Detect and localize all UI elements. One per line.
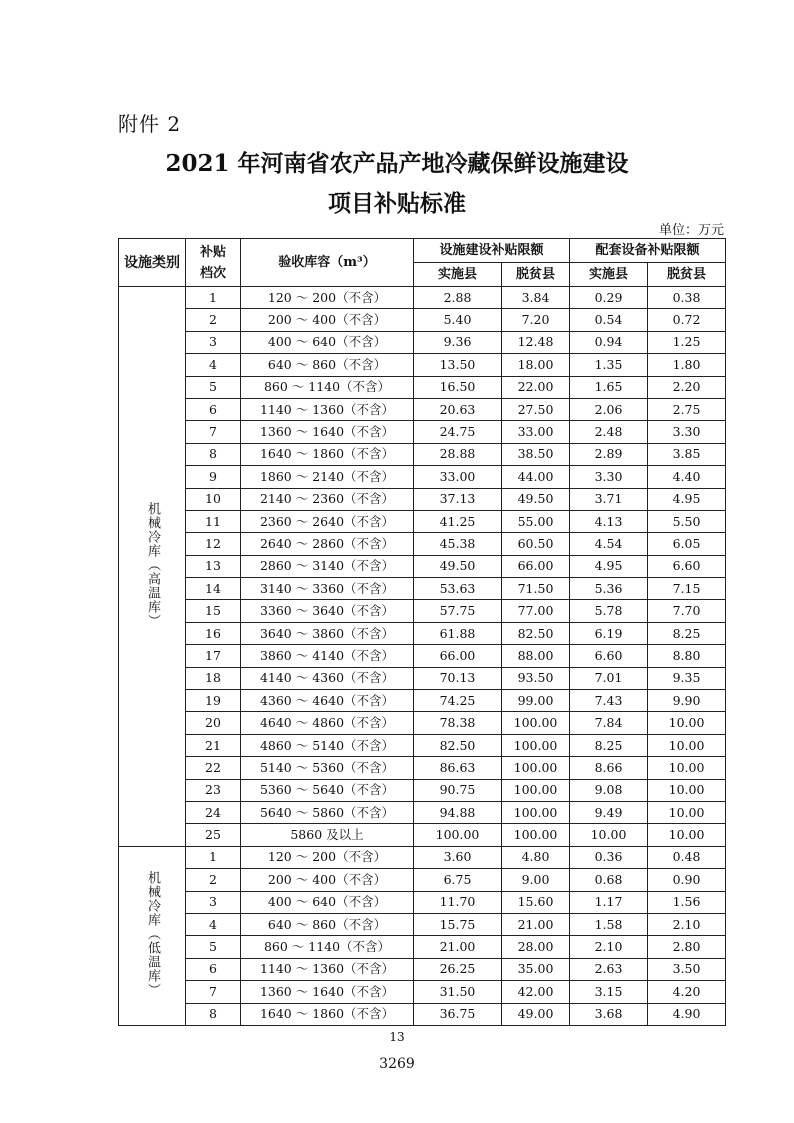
tier-cell: 5 [186, 376, 241, 398]
construction-implementing-cell: 13.50 [414, 354, 502, 376]
capacity-cell: 3640 ～ 3860（不含） [241, 622, 414, 644]
tier-cell: 1 [186, 287, 241, 309]
construction-poverty-cell: 9.00 [502, 869, 570, 891]
header-equipment-poverty-county: 脱贫县 [648, 263, 726, 287]
capacity-cell: 400 ～ 640（不含） [241, 331, 414, 353]
equipment-implementing-cell: 0.29 [570, 287, 648, 309]
tier-cell: 11 [186, 510, 241, 532]
construction-implementing-cell: 70.13 [414, 667, 502, 689]
tier-cell: 3 [186, 891, 241, 913]
table-row [119, 331, 726, 353]
equipment-implementing-cell: 6.60 [570, 645, 648, 667]
construction-poverty-cell: 12.48 [502, 331, 570, 353]
equipment-implementing-cell: 9.08 [570, 779, 648, 801]
construction-implementing-cell: 26.25 [414, 958, 502, 980]
tier-cell: 7 [186, 421, 241, 443]
construction-poverty-cell: 66.00 [502, 555, 570, 577]
page-number: 13 [389, 1030, 405, 1044]
construction-poverty-cell: 15.60 [502, 891, 570, 913]
construction-implementing-cell: 90.75 [414, 779, 502, 801]
equipment-implementing-cell: 5.78 [570, 600, 648, 622]
category-label: 机械冷库（低温库） [145, 871, 160, 998]
tier-cell: 7 [186, 981, 241, 1003]
equipment-poverty-cell: 3.85 [648, 443, 726, 465]
construction-poverty-cell: 77.00 [502, 600, 570, 622]
header-equipment-implementing-county: 实施县 [570, 263, 648, 287]
construction-implementing-cell: 6.75 [414, 869, 502, 891]
table-row [119, 846, 726, 868]
construction-implementing-cell: 36.75 [414, 1003, 502, 1025]
table-row [119, 398, 726, 420]
equipment-implementing-cell: 2.63 [570, 958, 648, 980]
table-row [119, 533, 726, 555]
tier-cell: 19 [186, 690, 241, 712]
tier-cell: 5 [186, 936, 241, 958]
construction-implementing-cell: 21.00 [414, 936, 502, 958]
tier-cell: 10 [186, 488, 241, 510]
construction-poverty-cell: 22.00 [502, 376, 570, 398]
equipment-poverty-cell: 10.00 [648, 734, 726, 756]
construction-implementing-cell: 100.00 [414, 824, 502, 846]
equipment-poverty-cell: 2.10 [648, 913, 726, 935]
table-row [119, 622, 726, 644]
construction-poverty-cell: 71.50 [502, 578, 570, 600]
capacity-cell: 4640 ～ 4860（不含） [241, 712, 414, 734]
tier-cell: 15 [186, 600, 241, 622]
equipment-poverty-cell: 8.25 [648, 622, 726, 644]
construction-poverty-cell: 100.00 [502, 734, 570, 756]
capacity-cell: 1140 ～ 1360（不含） [241, 958, 414, 980]
equipment-implementing-cell: 2.48 [570, 421, 648, 443]
equipment-poverty-cell: 8.80 [648, 645, 726, 667]
equipment-implementing-cell: 10.00 [570, 824, 648, 846]
equipment-implementing-cell: 5.36 [570, 578, 648, 600]
construction-poverty-cell: 44.00 [502, 466, 570, 488]
table-row [119, 287, 726, 309]
table-row [119, 667, 726, 689]
capacity-cell: 1360 ～ 1640（不含） [241, 981, 414, 1003]
construction-poverty-cell: 93.50 [502, 667, 570, 689]
construction-poverty-cell: 100.00 [502, 712, 570, 734]
capacity-cell: 3860 ～ 4140（不含） [241, 645, 414, 667]
capacity-cell: 860 ～ 1140（不含） [241, 936, 414, 958]
construction-poverty-cell: 7.20 [502, 309, 570, 331]
construction-implementing-cell: 41.25 [414, 510, 502, 532]
tier-cell: 14 [186, 578, 241, 600]
construction-poverty-cell: 49.00 [502, 1003, 570, 1025]
construction-implementing-cell: 53.63 [414, 578, 502, 600]
equipment-poverty-cell: 3.30 [648, 421, 726, 443]
construction-implementing-cell: 33.00 [414, 466, 502, 488]
construction-poverty-cell: 28.00 [502, 936, 570, 958]
equipment-implementing-cell: 3.15 [570, 981, 648, 1003]
construction-implementing-cell: 9.36 [414, 331, 502, 353]
capacity-cell: 1360 ～ 1640（不含） [241, 421, 414, 443]
construction-implementing-cell: 28.88 [414, 443, 502, 465]
equipment-implementing-cell: 7.43 [570, 690, 648, 712]
construction-implementing-cell: 5.40 [414, 309, 502, 331]
tier-cell: 24 [186, 801, 241, 823]
capacity-cell: 200 ～ 400（不含） [241, 309, 414, 331]
capacity-cell: 5360 ～ 5640（不含） [241, 779, 414, 801]
capacity-cell: 2640 ～ 2860（不含） [241, 533, 414, 555]
tier-cell: 8 [186, 443, 241, 465]
capacity-cell: 640 ～ 860（不含） [241, 354, 414, 376]
equipment-poverty-cell: 2.20 [648, 376, 726, 398]
document-page-code: 3269 [379, 1056, 415, 1072]
equipment-implementing-cell: 9.49 [570, 801, 648, 823]
equipment-poverty-cell: 10.00 [648, 824, 726, 846]
equipment-poverty-cell: 4.40 [648, 466, 726, 488]
equipment-poverty-cell: 1.80 [648, 354, 726, 376]
header-equipment-limit: 配套设备补贴限额 [570, 239, 726, 263]
table-row [119, 891, 726, 913]
equipment-poverty-cell: 9.90 [648, 690, 726, 712]
equipment-poverty-cell: 1.56 [648, 891, 726, 913]
construction-poverty-cell: 42.00 [502, 981, 570, 1003]
construction-implementing-cell: 49.50 [414, 555, 502, 577]
tier-cell: 13 [186, 555, 241, 577]
equipment-implementing-cell: 1.35 [570, 354, 648, 376]
tier-cell: 8 [186, 1003, 241, 1025]
equipment-implementing-cell: 6.19 [570, 622, 648, 644]
construction-poverty-cell: 18.00 [502, 354, 570, 376]
construction-implementing-cell: 16.50 [414, 376, 502, 398]
unit-label: 单位：万元 [658, 223, 724, 238]
equipment-implementing-cell: 4.13 [570, 510, 648, 532]
capacity-cell: 2140 ～ 2360（不含） [241, 488, 414, 510]
equipment-implementing-cell: 4.54 [570, 533, 648, 555]
table-row [119, 981, 726, 1003]
construction-implementing-cell: 82.50 [414, 734, 502, 756]
category-cell [119, 287, 186, 847]
equipment-implementing-cell: 2.89 [570, 443, 648, 465]
equipment-implementing-cell: 2.06 [570, 398, 648, 420]
construction-implementing-cell: 15.75 [414, 913, 502, 935]
construction-implementing-cell: 66.00 [414, 645, 502, 667]
equipment-poverty-cell: 0.48 [648, 846, 726, 868]
table-row [119, 824, 726, 846]
capacity-cell: 120 ～ 200（不含） [241, 287, 414, 309]
table-row [119, 913, 726, 935]
capacity-cell: 1140 ～ 1360（不含） [241, 398, 414, 420]
equipment-poverty-cell: 1.25 [648, 331, 726, 353]
equipment-poverty-cell: 3.50 [648, 958, 726, 980]
tier-cell: 18 [186, 667, 241, 689]
tier-cell: 4 [186, 913, 241, 935]
capacity-cell: 5640 ～ 5860（不含） [241, 801, 414, 823]
equipment-implementing-cell: 3.68 [570, 1003, 648, 1025]
tier-cell: 4 [186, 354, 241, 376]
construction-poverty-cell: 21.00 [502, 913, 570, 935]
capacity-cell: 4860 ～ 5140（不含） [241, 734, 414, 756]
construction-poverty-cell: 38.50 [502, 443, 570, 465]
construction-implementing-cell: 45.38 [414, 533, 502, 555]
table-row [119, 690, 726, 712]
document-title-line-2: 项目补贴标准 [328, 190, 466, 217]
equipment-poverty-cell: 4.20 [648, 981, 726, 1003]
construction-poverty-cell: 88.00 [502, 645, 570, 667]
equipment-poverty-cell: 2.80 [648, 936, 726, 958]
construction-implementing-cell: 78.38 [414, 712, 502, 734]
category-label: 机械冷库（高温库） [145, 501, 160, 628]
construction-poverty-cell: 55.00 [502, 510, 570, 532]
construction-implementing-cell: 2.88 [414, 287, 502, 309]
construction-poverty-cell: 100.00 [502, 801, 570, 823]
construction-implementing-cell: 11.70 [414, 891, 502, 913]
table-row [119, 421, 726, 443]
table-row [119, 734, 726, 756]
capacity-cell: 3140 ～ 3360（不含） [241, 578, 414, 600]
header-category: 设施类别 [119, 239, 186, 287]
tier-cell: 9 [186, 466, 241, 488]
equipment-poverty-cell: 10.00 [648, 712, 726, 734]
equipment-implementing-cell: 0.54 [570, 309, 648, 331]
equipment-implementing-cell: 1.17 [570, 891, 648, 913]
construction-poverty-cell: 100.00 [502, 824, 570, 846]
tier-cell: 22 [186, 757, 241, 779]
header-construction-poverty-county: 脱贫县 [502, 263, 570, 287]
construction-implementing-cell: 20.63 [414, 398, 502, 420]
equipment-poverty-cell: 0.90 [648, 869, 726, 891]
construction-implementing-cell: 57.75 [414, 600, 502, 622]
tier-cell: 3 [186, 331, 241, 353]
capacity-cell: 3360 ～ 3640（不含） [241, 600, 414, 622]
subsidy-standard-table [118, 238, 726, 1026]
construction-implementing-cell: 3.60 [414, 846, 502, 868]
table-row [119, 712, 726, 734]
capacity-cell: 1640 ～ 1860（不含） [241, 1003, 414, 1025]
equipment-implementing-cell: 3.30 [570, 466, 648, 488]
capacity-cell: 4360 ～ 4640（不含） [241, 690, 414, 712]
table-row [119, 376, 726, 398]
equipment-implementing-cell: 0.36 [570, 846, 648, 868]
construction-poverty-cell: 100.00 [502, 779, 570, 801]
construction-poverty-cell: 49.50 [502, 488, 570, 510]
table-row [119, 354, 726, 376]
capacity-cell: 400 ～ 640（不含） [241, 891, 414, 913]
tier-cell: 25 [186, 824, 241, 846]
capacity-cell: 640 ～ 860（不含） [241, 913, 414, 935]
equipment-implementing-cell: 7.84 [570, 712, 648, 734]
capacity-cell: 200 ～ 400（不含） [241, 869, 414, 891]
capacity-cell: 4140 ～ 4360（不含） [241, 667, 414, 689]
equipment-poverty-cell: 2.75 [648, 398, 726, 420]
equipment-implementing-cell: 8.25 [570, 734, 648, 756]
capacity-cell: 5140 ～ 5360（不含） [241, 757, 414, 779]
construction-poverty-cell: 3.84 [502, 287, 570, 309]
tier-cell: 17 [186, 645, 241, 667]
table-row [119, 488, 726, 510]
equipment-poverty-cell: 6.05 [648, 533, 726, 555]
table-row [119, 309, 726, 331]
equipment-poverty-cell: 4.95 [648, 488, 726, 510]
construction-implementing-cell: 61.88 [414, 622, 502, 644]
capacity-cell: 1860 ～ 2140（不含） [241, 466, 414, 488]
table-row [119, 779, 726, 801]
equipment-poverty-cell: 9.35 [648, 667, 726, 689]
table-row [119, 510, 726, 532]
equipment-implementing-cell: 4.95 [570, 555, 648, 577]
table-row [119, 466, 726, 488]
table-row [119, 958, 726, 980]
construction-implementing-cell: 24.75 [414, 421, 502, 443]
equipment-implementing-cell: 1.58 [570, 913, 648, 935]
equipment-implementing-cell: 7.01 [570, 667, 648, 689]
table-body [119, 287, 726, 1026]
equipment-poverty-cell: 10.00 [648, 779, 726, 801]
equipment-poverty-cell: 5.50 [648, 510, 726, 532]
tier-cell: 20 [186, 712, 241, 734]
tier-cell: 23 [186, 779, 241, 801]
header-tier: 补贴档次 [186, 239, 241, 287]
tier-cell: 1 [186, 846, 241, 868]
equipment-poverty-cell: 0.38 [648, 287, 726, 309]
tier-cell: 16 [186, 622, 241, 644]
construction-poverty-cell: 27.50 [502, 398, 570, 420]
equipment-implementing-cell: 1.65 [570, 376, 648, 398]
capacity-cell: 2860 ～ 3140（不含） [241, 555, 414, 577]
construction-poverty-cell: 60.50 [502, 533, 570, 555]
construction-implementing-cell: 37.13 [414, 488, 502, 510]
equipment-poverty-cell: 0.72 [648, 309, 726, 331]
equipment-poverty-cell: 10.00 [648, 801, 726, 823]
equipment-implementing-cell: 8.66 [570, 757, 648, 779]
construction-implementing-cell: 94.88 [414, 801, 502, 823]
header-capacity: 验收库容（m³） [241, 239, 414, 287]
category-cell [119, 846, 186, 1025]
equipment-poverty-cell: 10.00 [648, 757, 726, 779]
table-row [119, 645, 726, 667]
capacity-cell: 860 ～ 1140（不含） [241, 376, 414, 398]
table-row [119, 869, 726, 891]
construction-poverty-cell: 35.00 [502, 958, 570, 980]
table-row [119, 757, 726, 779]
table-row [119, 443, 726, 465]
construction-implementing-cell: 74.25 [414, 690, 502, 712]
table-row [119, 1003, 726, 1025]
construction-poverty-cell: 100.00 [502, 757, 570, 779]
construction-implementing-cell: 31.50 [414, 981, 502, 1003]
equipment-poverty-cell: 6.60 [648, 555, 726, 577]
header-construction-implementing-county: 实施县 [414, 263, 502, 287]
construction-implementing-cell: 86.63 [414, 757, 502, 779]
equipment-implementing-cell: 0.68 [570, 869, 648, 891]
tier-cell: 6 [186, 398, 241, 420]
tier-cell: 2 [186, 309, 241, 331]
equipment-poverty-cell: 7.70 [648, 600, 726, 622]
equipment-implementing-cell: 3.71 [570, 488, 648, 510]
capacity-cell: 5860 及以上 [241, 824, 414, 846]
tier-cell: 6 [186, 958, 241, 980]
capacity-cell: 2360 ～ 2640（不含） [241, 510, 414, 532]
equipment-poverty-cell: 4.90 [648, 1003, 726, 1025]
table-row [119, 578, 726, 600]
equipment-implementing-cell: 0.94 [570, 331, 648, 353]
capacity-cell: 120 ～ 200（不含） [241, 846, 414, 868]
header-construction-limit: 设施建设补贴限额 [414, 239, 570, 263]
document-title-line-1: 2021 年河南省农产品产地冷藏保鲜设施建设 [165, 150, 629, 177]
attachment-label: 附件 2 [118, 112, 182, 136]
table-row [119, 936, 726, 958]
equipment-implementing-cell: 2.10 [570, 936, 648, 958]
tier-cell: 12 [186, 533, 241, 555]
construction-poverty-cell: 33.00 [502, 421, 570, 443]
capacity-cell: 1640 ～ 1860（不含） [241, 443, 414, 465]
tier-cell: 2 [186, 869, 241, 891]
construction-poverty-cell: 4.80 [502, 846, 570, 868]
tier-cell: 21 [186, 734, 241, 756]
construction-poverty-cell: 99.00 [502, 690, 570, 712]
equipment-poverty-cell: 7.15 [648, 578, 726, 600]
table-row [119, 555, 726, 577]
table-row [119, 600, 726, 622]
construction-poverty-cell: 82.50 [502, 622, 570, 644]
table-row [119, 801, 726, 823]
